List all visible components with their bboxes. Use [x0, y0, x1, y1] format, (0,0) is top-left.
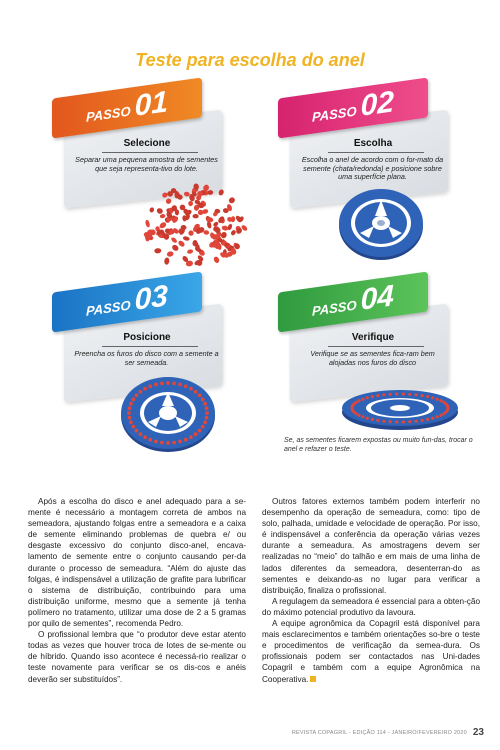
seed	[395, 392, 398, 395]
seed	[389, 420, 392, 423]
seed	[188, 201, 194, 207]
seed	[127, 411, 131, 415]
seed	[172, 441, 176, 445]
seed	[408, 393, 411, 396]
disc-ring-image	[336, 186, 426, 261]
step-number: 04	[360, 279, 394, 317]
seed	[154, 440, 158, 444]
seed	[421, 394, 424, 397]
step-title: Verifique	[351, 332, 395, 343]
seed	[159, 214, 165, 219]
seed	[446, 405, 449, 408]
page-number: 23	[472, 727, 484, 738]
seed	[198, 394, 202, 398]
article-paragraph-text: A equipe agronômica da Copagril está disponível para mais esclarecimentos e também orientações so-bre o teste e procedimentos de verificação da semea-dura. Os profissionais podem ser contactados nas Uni-dades Copagril e também com a equipe Agronômica na Cooperativa.	[262, 619, 480, 684]
article-paragraph: O profissional lembra que “o produtor deve estar atento todas as vezes que houver troca de lotes de se-mente ou de híbrido. Quando isso acontece é necessá-rio realizar o teste novamente para verificar se os dis-cos e anéis deverão ser substituídos”.	[28, 630, 246, 684]
seed	[129, 402, 133, 406]
footer-publication: REVISTA COPAGRIL - EDIÇÃO 114 - JANEIRO/FEVEREIRO 2020	[291, 729, 467, 736]
step-title-divider	[328, 152, 424, 153]
seed	[177, 240, 185, 248]
seed	[415, 393, 418, 396]
step-title: Selecione	[123, 138, 171, 149]
seed	[154, 248, 161, 254]
disc-side-image	[340, 384, 460, 432]
seed	[221, 225, 229, 231]
seed	[135, 429, 139, 433]
seed	[431, 417, 434, 420]
article-paragraph-last	[262, 618, 480, 685]
seed	[426, 418, 429, 421]
seed	[205, 411, 209, 415]
seed	[205, 406, 209, 410]
seed	[184, 438, 188, 442]
seed	[205, 416, 209, 420]
step-number: 02	[360, 85, 394, 123]
seed	[139, 390, 143, 394]
seed	[207, 190, 213, 195]
seed	[426, 395, 429, 398]
seed	[172, 382, 176, 386]
seed	[442, 412, 445, 415]
seed	[431, 396, 434, 399]
seed	[143, 387, 147, 391]
seed	[421, 419, 424, 422]
seed	[354, 401, 357, 404]
seed	[188, 230, 194, 236]
seed	[439, 414, 442, 417]
seed	[160, 441, 164, 445]
seed	[357, 414, 360, 417]
seed	[439, 399, 442, 402]
seed	[178, 440, 182, 444]
seed	[166, 381, 170, 385]
seed	[131, 398, 135, 402]
seed	[189, 435, 193, 439]
step-note: Se, as sementes ficarem expostas ou muito fun-das, trocar o anel e refazer o teste.	[284, 437, 473, 453]
seed	[178, 383, 182, 387]
step-number: 01	[134, 85, 168, 123]
article-column-right	[262, 496, 480, 685]
seed	[389, 393, 392, 396]
seed	[408, 420, 411, 423]
step-title: Escolha	[353, 138, 393, 149]
seed	[371, 395, 374, 398]
step-title-divider	[102, 346, 198, 347]
seed	[164, 257, 170, 265]
seed	[402, 392, 405, 395]
seed	[361, 398, 364, 401]
step-description: Separar uma pequena amostra de sementes que seja representa-tivo do lote.	[75, 155, 218, 173]
seed	[218, 189, 225, 197]
seed	[376, 419, 379, 422]
seed	[148, 384, 152, 388]
step-passo-label: PASSO	[86, 102, 131, 125]
seed	[154, 383, 158, 387]
article-paragraph: Outros fatores externos também podem interferir no desempenho da operação de semeadura, como: tipo de solo, palhada, umidade e velocidade de operação. Por isso, é indispensável a conferência da operação várias vezes durante a semeadura. As amostragens devem ser realizadas no “meio” do talhão e em mais de uma linha de lados diferentes da semeadora, desenterran-do as sementes e deixando-as no lugar para verificar a distribuição, finaliza o profissional.	[262, 497, 480, 595]
seed	[165, 197, 173, 205]
step-title-divider	[328, 346, 424, 347]
seed	[203, 402, 207, 406]
seed	[371, 418, 374, 421]
page-title: Teste para escolha do anel	[135, 50, 365, 70]
step-card-04	[278, 279, 448, 392]
seed	[187, 249, 194, 255]
disc-filled-image	[118, 372, 218, 454]
seed	[366, 417, 369, 420]
seed	[145, 219, 151, 227]
seed	[198, 429, 202, 433]
seed	[203, 420, 207, 424]
seed	[161, 192, 168, 199]
seed	[436, 398, 439, 401]
seed	[160, 382, 164, 386]
seed	[376, 394, 379, 397]
seed	[139, 432, 143, 436]
seed	[402, 420, 405, 423]
seed	[193, 214, 199, 218]
seed	[382, 420, 385, 423]
seed	[171, 244, 180, 252]
seed	[135, 394, 139, 398]
seed	[366, 396, 369, 399]
seed	[189, 387, 193, 391]
article-end-mark	[310, 676, 316, 682]
seed	[184, 384, 188, 388]
step-title-divider	[102, 152, 198, 153]
step-passo-label: PASSO	[312, 102, 357, 125]
step-passo-label: PASSO	[86, 296, 131, 319]
seed	[148, 438, 152, 442]
seed	[194, 390, 198, 394]
seed	[201, 398, 205, 402]
article-paragraph: A regulagem da semeadora é essencial para a obten-ção do máximo potencial produtivo da lavoura.	[262, 596, 481, 617]
step-title: Posicione	[123, 332, 171, 343]
seed	[361, 415, 364, 418]
seed	[170, 236, 178, 243]
seed	[436, 415, 439, 418]
seed	[382, 393, 385, 396]
step-number: 03	[134, 279, 168, 317]
seed	[158, 221, 167, 229]
seed	[166, 441, 170, 445]
seed	[395, 420, 398, 423]
seed	[128, 406, 132, 410]
seed	[228, 196, 236, 204]
step-description: Escolha o anel de acordo com o for-mato da semente (chata/redonda) e posicione sobre uma superfície plana.	[301, 155, 444, 181]
seed	[129, 420, 133, 424]
seed	[128, 416, 132, 420]
seed	[156, 207, 164, 215]
step-card-02	[278, 85, 448, 198]
seed	[415, 420, 418, 423]
seed	[201, 425, 205, 429]
page-footer	[292, 727, 484, 738]
seed-pile-image	[140, 180, 250, 275]
article-column-left	[28, 496, 246, 685]
seed	[183, 191, 190, 197]
seed	[203, 230, 209, 235]
seed	[183, 236, 191, 242]
article-paragraph: Após a escolha do disco e anel adequado para a se-mente é necessário a montagem correta de ambos na semeadora, ajustando folgas entre a semeadora e a caixa de semente eliminando problemas de quebra e/ ou desgaste excessivo do conjunto disco-anel, encava-lamento de semente entre o conjunto causando per-da durante o processo de semeadura. “Além do ajuste das folgas, é indispensável a utilização de grafite para lubrificar o sistema de distribuição, contribuindo para uma distribuição uniforme, mesmo que a semente já tenha polímero no tratamento, utilizar uma dose de 2 a 5 gramas por quilo de sementes”, recomenda Pedro.	[28, 497, 246, 629]
seed	[143, 435, 147, 439]
seed	[166, 251, 174, 258]
step-description: Preencha os furos do disco com a semente a ser semeada.	[74, 349, 219, 367]
seed	[230, 229, 237, 236]
seed	[213, 256, 221, 264]
seed	[131, 425, 135, 429]
step-description: Verifique se as sementes fica-ram bem alojadas nos furos do disco	[310, 349, 435, 367]
seed	[194, 432, 198, 436]
seed	[357, 399, 360, 402]
seed	[149, 207, 155, 213]
step-passo-label: PASSO	[312, 296, 357, 319]
